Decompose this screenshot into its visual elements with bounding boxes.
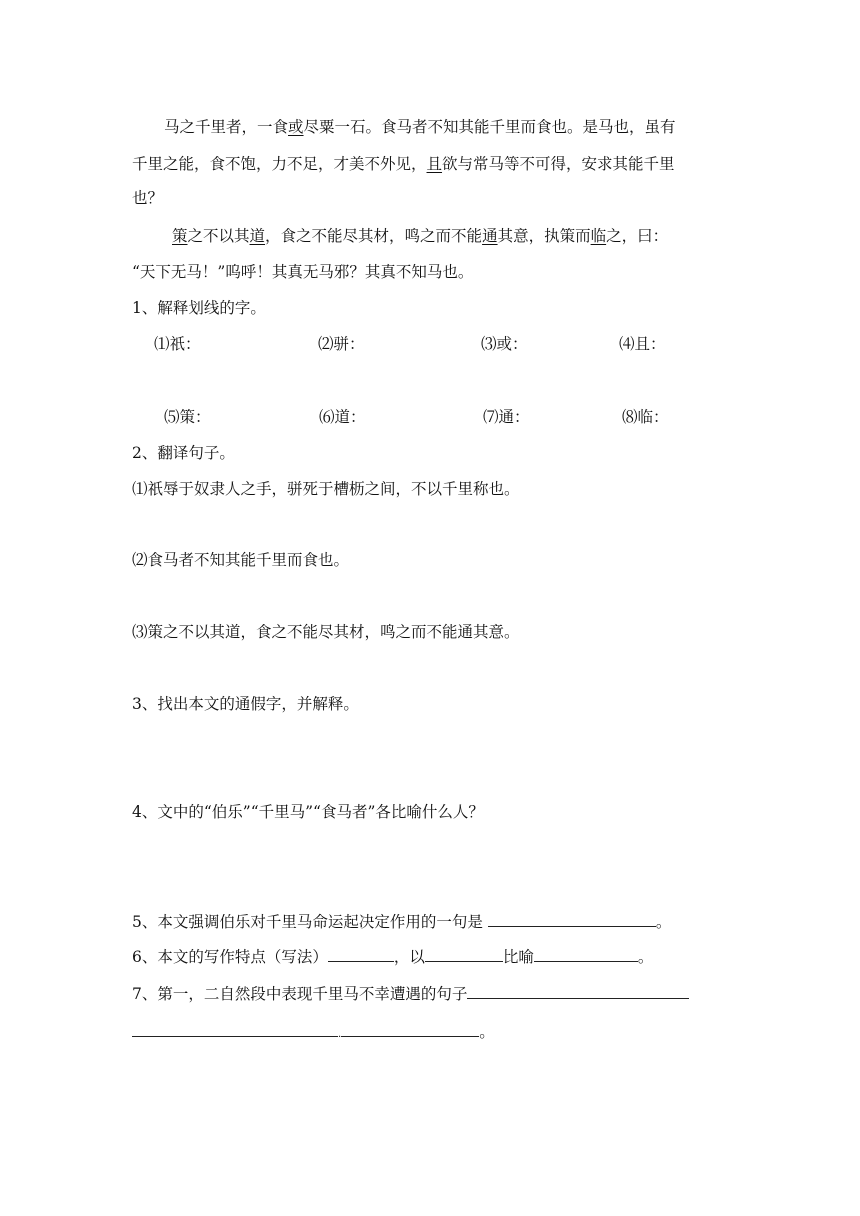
- punctuation: 。: [479, 1023, 495, 1041]
- q1-item: ⑺通：: [483, 408, 530, 426]
- passage-text: 欲与常马等不可得，安求其能千里: [442, 155, 675, 173]
- underlined-char: 或: [288, 118, 304, 136]
- answer-blank[interactable]: [328, 947, 394, 962]
- passage-line: 也？: [132, 189, 164, 207]
- underlined-char: 策: [172, 227, 188, 245]
- q2-sentence: ⑶策之不以其道，食之不能尽其材，鸣之而不能通其意。: [132, 623, 520, 641]
- question-7-continued: [132, 1022, 495, 1045]
- underlined-char: 道: [249, 227, 266, 245]
- q1-item: ⑴祇：: [154, 335, 201, 353]
- q2-sentence: ⑵食马者不知其能千里而食也。: [132, 551, 350, 569]
- passage-text: 其意，执策而: [497, 227, 591, 245]
- answer-blank[interactable]: [467, 984, 689, 999]
- q1-item: ⑵骈：: [318, 335, 365, 353]
- answer-blank[interactable]: [132, 1022, 338, 1037]
- q1-item: ⑸策：: [164, 408, 211, 426]
- q1-item: ⑹道：: [319, 408, 366, 426]
- question-6: [132, 947, 653, 967]
- q1-item: ⑷且：: [619, 335, 666, 353]
- question-2-heading: 2、翻译句子。: [132, 444, 235, 462]
- passage-text: 之不以其: [187, 227, 250, 245]
- question-1-heading: 1、解释划线的字。: [132, 299, 266, 317]
- answer-blank[interactable]: [341, 1022, 479, 1037]
- answer-blank[interactable]: [534, 947, 638, 962]
- passage-line: [164, 117, 676, 137]
- punctuation: .: [338, 1029, 342, 1040]
- q1-item: ⑻临：: [622, 408, 669, 426]
- passage-line: “天下无马！”呜呼！其真无马邪？其真不知马也。: [132, 263, 474, 281]
- punctuation: 。: [637, 948, 654, 966]
- question-5-text: 5、本文强调伯乐对千里马命运起决定作用的一句是: [132, 913, 483, 931]
- punctuation: 。: [655, 913, 672, 931]
- answer-blank[interactable]: [488, 912, 656, 927]
- q1-item: ⑶或：: [481, 335, 528, 353]
- underlined-char: 通: [482, 227, 498, 245]
- answer-blank[interactable]: [425, 947, 503, 962]
- passage-text: 之，曰：: [606, 227, 669, 245]
- passage-text: 尽粟一石。食马者不知其能千里而食也。是马也，虽有: [303, 118, 676, 136]
- question-5: [132, 912, 671, 932]
- passage-text: 千里之能，食不饱，力不足，才美不外见，: [132, 155, 427, 173]
- question-6-text: ，以: [393, 948, 425, 966]
- question-3-heading: 3、找出本文的通假字，并解释。: [132, 695, 359, 713]
- q2-sentence: ⑴祇辱于奴隶人之手，骈死于槽枥之间，不以千里称也。: [132, 480, 520, 498]
- passage-text: 马之千里者，一食: [164, 118, 289, 136]
- passage-text: ，食之不能尽其材，鸣之而不能: [265, 227, 483, 245]
- question-6-text: 6、本文的写作特点（写法）: [132, 948, 328, 966]
- underlined-char: 临: [590, 227, 607, 245]
- question-7-text: 7、第一，二自然段中表现千里马不幸遭遇的句子: [132, 985, 468, 1003]
- question-4-heading: 4、文中的“伯乐”“千里马”“食马者”各比喻什么人？: [132, 803, 484, 821]
- passage-line: [172, 226, 668, 246]
- question-6-text: 比喻: [502, 948, 534, 966]
- underlined-char: 且: [426, 155, 443, 173]
- passage-line: [132, 154, 675, 174]
- question-7: [132, 984, 689, 1004]
